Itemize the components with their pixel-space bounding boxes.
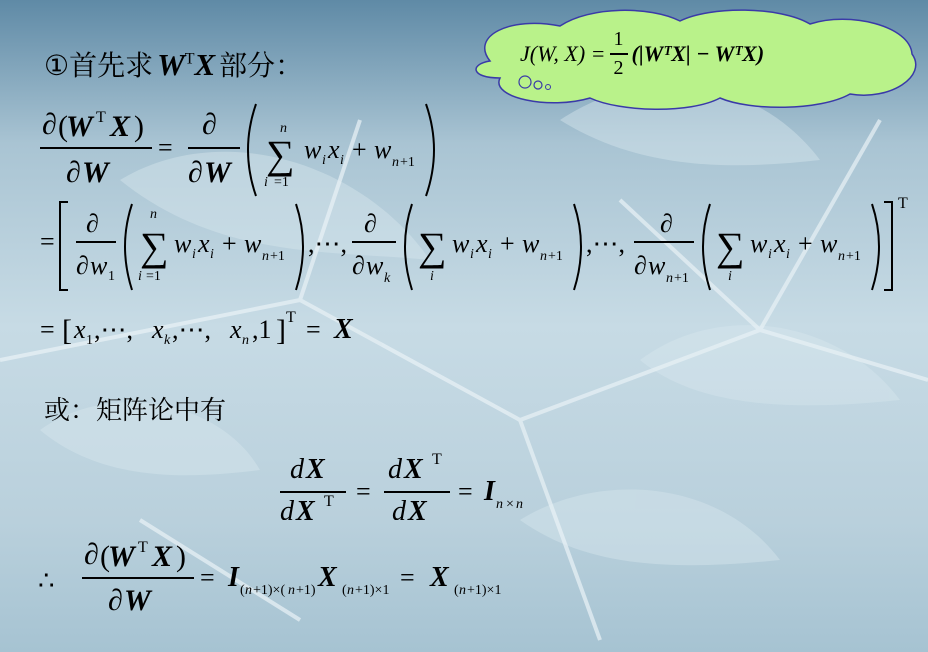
svg-text:i: i (192, 247, 196, 262)
svg-text:]: ] (276, 314, 286, 347)
svg-text:): ) (176, 540, 186, 573)
svg-text:(: ( (58, 110, 68, 143)
section-heading (44, 44, 303, 84)
svg-text:∂: ∂ (634, 251, 647, 280)
svg-text:I: I (484, 476, 495, 507)
svg-text:+1)×1: +1)×1 (355, 583, 390, 598)
svg-text:+1: +1 (548, 249, 563, 264)
svg-text:x: x (476, 229, 488, 258)
svg-text:(: ( (342, 583, 347, 598)
svg-text:W: W (108, 540, 135, 573)
svg-text:(: ( (454, 583, 459, 598)
svg-text:X: X (318, 562, 337, 593)
svg-text:X: X (334, 314, 353, 345)
svg-text:i: i (430, 269, 434, 284)
svg-text:i: i (488, 247, 492, 262)
svg-text:∂: ∂ (42, 108, 57, 141)
svg-text:+: + (222, 229, 237, 258)
svg-text:X: X (306, 454, 325, 485)
svg-text:k: k (164, 333, 171, 348)
svg-text:=: = (200, 563, 215, 592)
svg-text:n: n (496, 497, 503, 512)
svg-text:∂: ∂ (76, 251, 89, 280)
svg-text:∂: ∂ (202, 108, 217, 141)
svg-text:T: T (432, 451, 442, 468)
svg-text:n: n (540, 249, 547, 264)
svg-text:n: n (838, 249, 845, 264)
svg-text:∂: ∂ (108, 584, 123, 617)
svg-text:W: W (124, 584, 151, 617)
svg-text:x: x (74, 315, 86, 344)
svg-text:[: [ (62, 314, 72, 347)
svg-text:(: ( (100, 540, 110, 573)
heading-math: $W^TX$ (157, 47, 216, 82)
svg-text:=: = (356, 477, 371, 506)
svg-text:1: 1 (86, 333, 93, 348)
heading-text-after: 部分： (219, 49, 304, 82)
svg-text:T: T (324, 493, 334, 510)
callout-lhs: J(W, X) = (520, 41, 606, 66)
svg-text:+: + (352, 135, 367, 164)
svg-text:i: i (470, 247, 474, 262)
svg-text:+1: +1 (400, 155, 415, 170)
svg-text:+: + (500, 229, 515, 258)
svg-text:n: n (242, 333, 249, 348)
svg-text:i: i (340, 153, 344, 168)
svg-text:(: ( (240, 583, 245, 598)
svg-text:i: i (768, 247, 772, 262)
svg-text:=: = (306, 315, 321, 344)
svg-text:d: d (290, 454, 304, 485)
svg-text:X: X (404, 454, 423, 485)
svg-text:X: X (110, 110, 131, 143)
svg-text:x: x (198, 229, 210, 258)
matrix-theory-note: 或：矩阵论中有 (44, 396, 227, 426)
svg-text:,1: ,1 (252, 315, 272, 344)
svg-text:,⋯,: ,⋯, (586, 229, 625, 258)
svg-text:∑: ∑ (418, 224, 447, 269)
svg-text:,⋯,: ,⋯, (308, 229, 347, 258)
svg-text:,⋯,: ,⋯, (94, 315, 133, 344)
svg-text:d: d (280, 496, 294, 520)
derivation-equations (34, 100, 914, 520)
svg-text:=: = (40, 227, 55, 256)
svg-text:X: X (152, 540, 173, 573)
svg-text:=1: =1 (146, 269, 161, 284)
svg-text:I: I (228, 562, 239, 593)
svg-text:n: n (666, 271, 673, 286)
svg-text:n: n (347, 583, 354, 598)
svg-text:d: d (392, 496, 406, 520)
callout-fraction: $\frac{1}{2}$ (610, 28, 628, 80)
svg-text:1: 1 (108, 269, 115, 284)
svg-text:x: x (774, 229, 786, 258)
svg-text:n: n (392, 155, 399, 170)
svg-text:=: = (400, 563, 415, 592)
svg-text:w: w (244, 229, 262, 258)
svg-text:k: k (384, 271, 391, 286)
svg-text:w: w (750, 229, 768, 258)
svg-text:i: i (210, 247, 214, 262)
svg-text:x: x (230, 315, 242, 344)
svg-text:W: W (82, 156, 109, 189)
svg-text:∂: ∂ (84, 538, 99, 571)
svg-text:T: T (96, 109, 106, 126)
svg-text:w: w (174, 229, 192, 258)
svg-text:∂: ∂ (86, 209, 99, 238)
svg-text:n: n (516, 497, 523, 512)
svg-text:,⋯,: ,⋯, (172, 315, 211, 344)
svg-text:w: w (374, 135, 392, 164)
svg-text:∂: ∂ (660, 209, 673, 238)
svg-text:x: x (152, 315, 164, 344)
heading-text-before: 首先求 (69, 49, 154, 82)
svg-text:w: w (648, 251, 666, 280)
svg-text:T: T (138, 539, 148, 556)
svg-text:=: = (458, 477, 473, 506)
svg-text:w: w (522, 229, 540, 258)
svg-text:w: w (452, 229, 470, 258)
svg-text:∑: ∑ (266, 132, 295, 177)
svg-text:∑: ∑ (716, 224, 745, 269)
svg-text:X: X (408, 496, 427, 520)
svg-text:+1: +1 (270, 249, 285, 264)
svg-text:x: x (328, 135, 340, 164)
svg-text:∂: ∂ (66, 156, 81, 189)
svg-text:w: w (820, 229, 838, 258)
final-equation (80, 528, 560, 618)
svg-text:+1: +1 (674, 271, 689, 286)
svg-text:i: i (264, 175, 268, 190)
svg-text:+1): +1) (296, 583, 316, 598)
svg-text:n: n (245, 583, 252, 598)
callout-formula (520, 28, 764, 80)
svg-text:w: w (304, 135, 322, 164)
svg-text:=: = (40, 315, 55, 344)
svg-text:+: + (798, 229, 813, 258)
svg-text:W: W (66, 110, 93, 143)
callout-rhs: (|WᵀX| − WᵀX) (631, 41, 765, 66)
svg-text:∂: ∂ (352, 251, 365, 280)
svg-text:=1: =1 (274, 175, 289, 190)
svg-text:w: w (90, 251, 108, 280)
svg-text:∂: ∂ (188, 156, 203, 189)
svg-text:i: i (138, 269, 142, 284)
svg-text:i: i (322, 153, 326, 168)
svg-text:T: T (898, 195, 908, 212)
svg-text:X: X (296, 496, 315, 520)
svg-text:n: n (288, 583, 295, 598)
svg-text:+1: +1 (846, 249, 861, 264)
svg-text:T: T (286, 309, 296, 326)
svg-text:n: n (262, 249, 269, 264)
svg-text:W: W (204, 156, 231, 189)
therefore-symbol: ∴ (38, 566, 55, 595)
svg-text:×: × (506, 497, 514, 512)
circled-number: ① (44, 49, 70, 82)
svg-text:i: i (786, 247, 790, 262)
svg-text:i: i (728, 269, 732, 284)
svg-text:w: w (366, 251, 384, 280)
svg-text:∂: ∂ (364, 209, 377, 238)
svg-text:n: n (150, 207, 157, 222)
svg-text:+1)×(: +1)×( (253, 583, 286, 598)
svg-text:∑: ∑ (140, 224, 169, 269)
svg-text:X: X (430, 562, 449, 593)
svg-text:=: = (158, 133, 173, 162)
svg-text:n: n (280, 121, 287, 136)
svg-text:d: d (388, 454, 402, 485)
svg-text:): ) (134, 110, 144, 143)
svg-text:+1)×1: +1)×1 (467, 583, 502, 598)
svg-text:n: n (459, 583, 466, 598)
